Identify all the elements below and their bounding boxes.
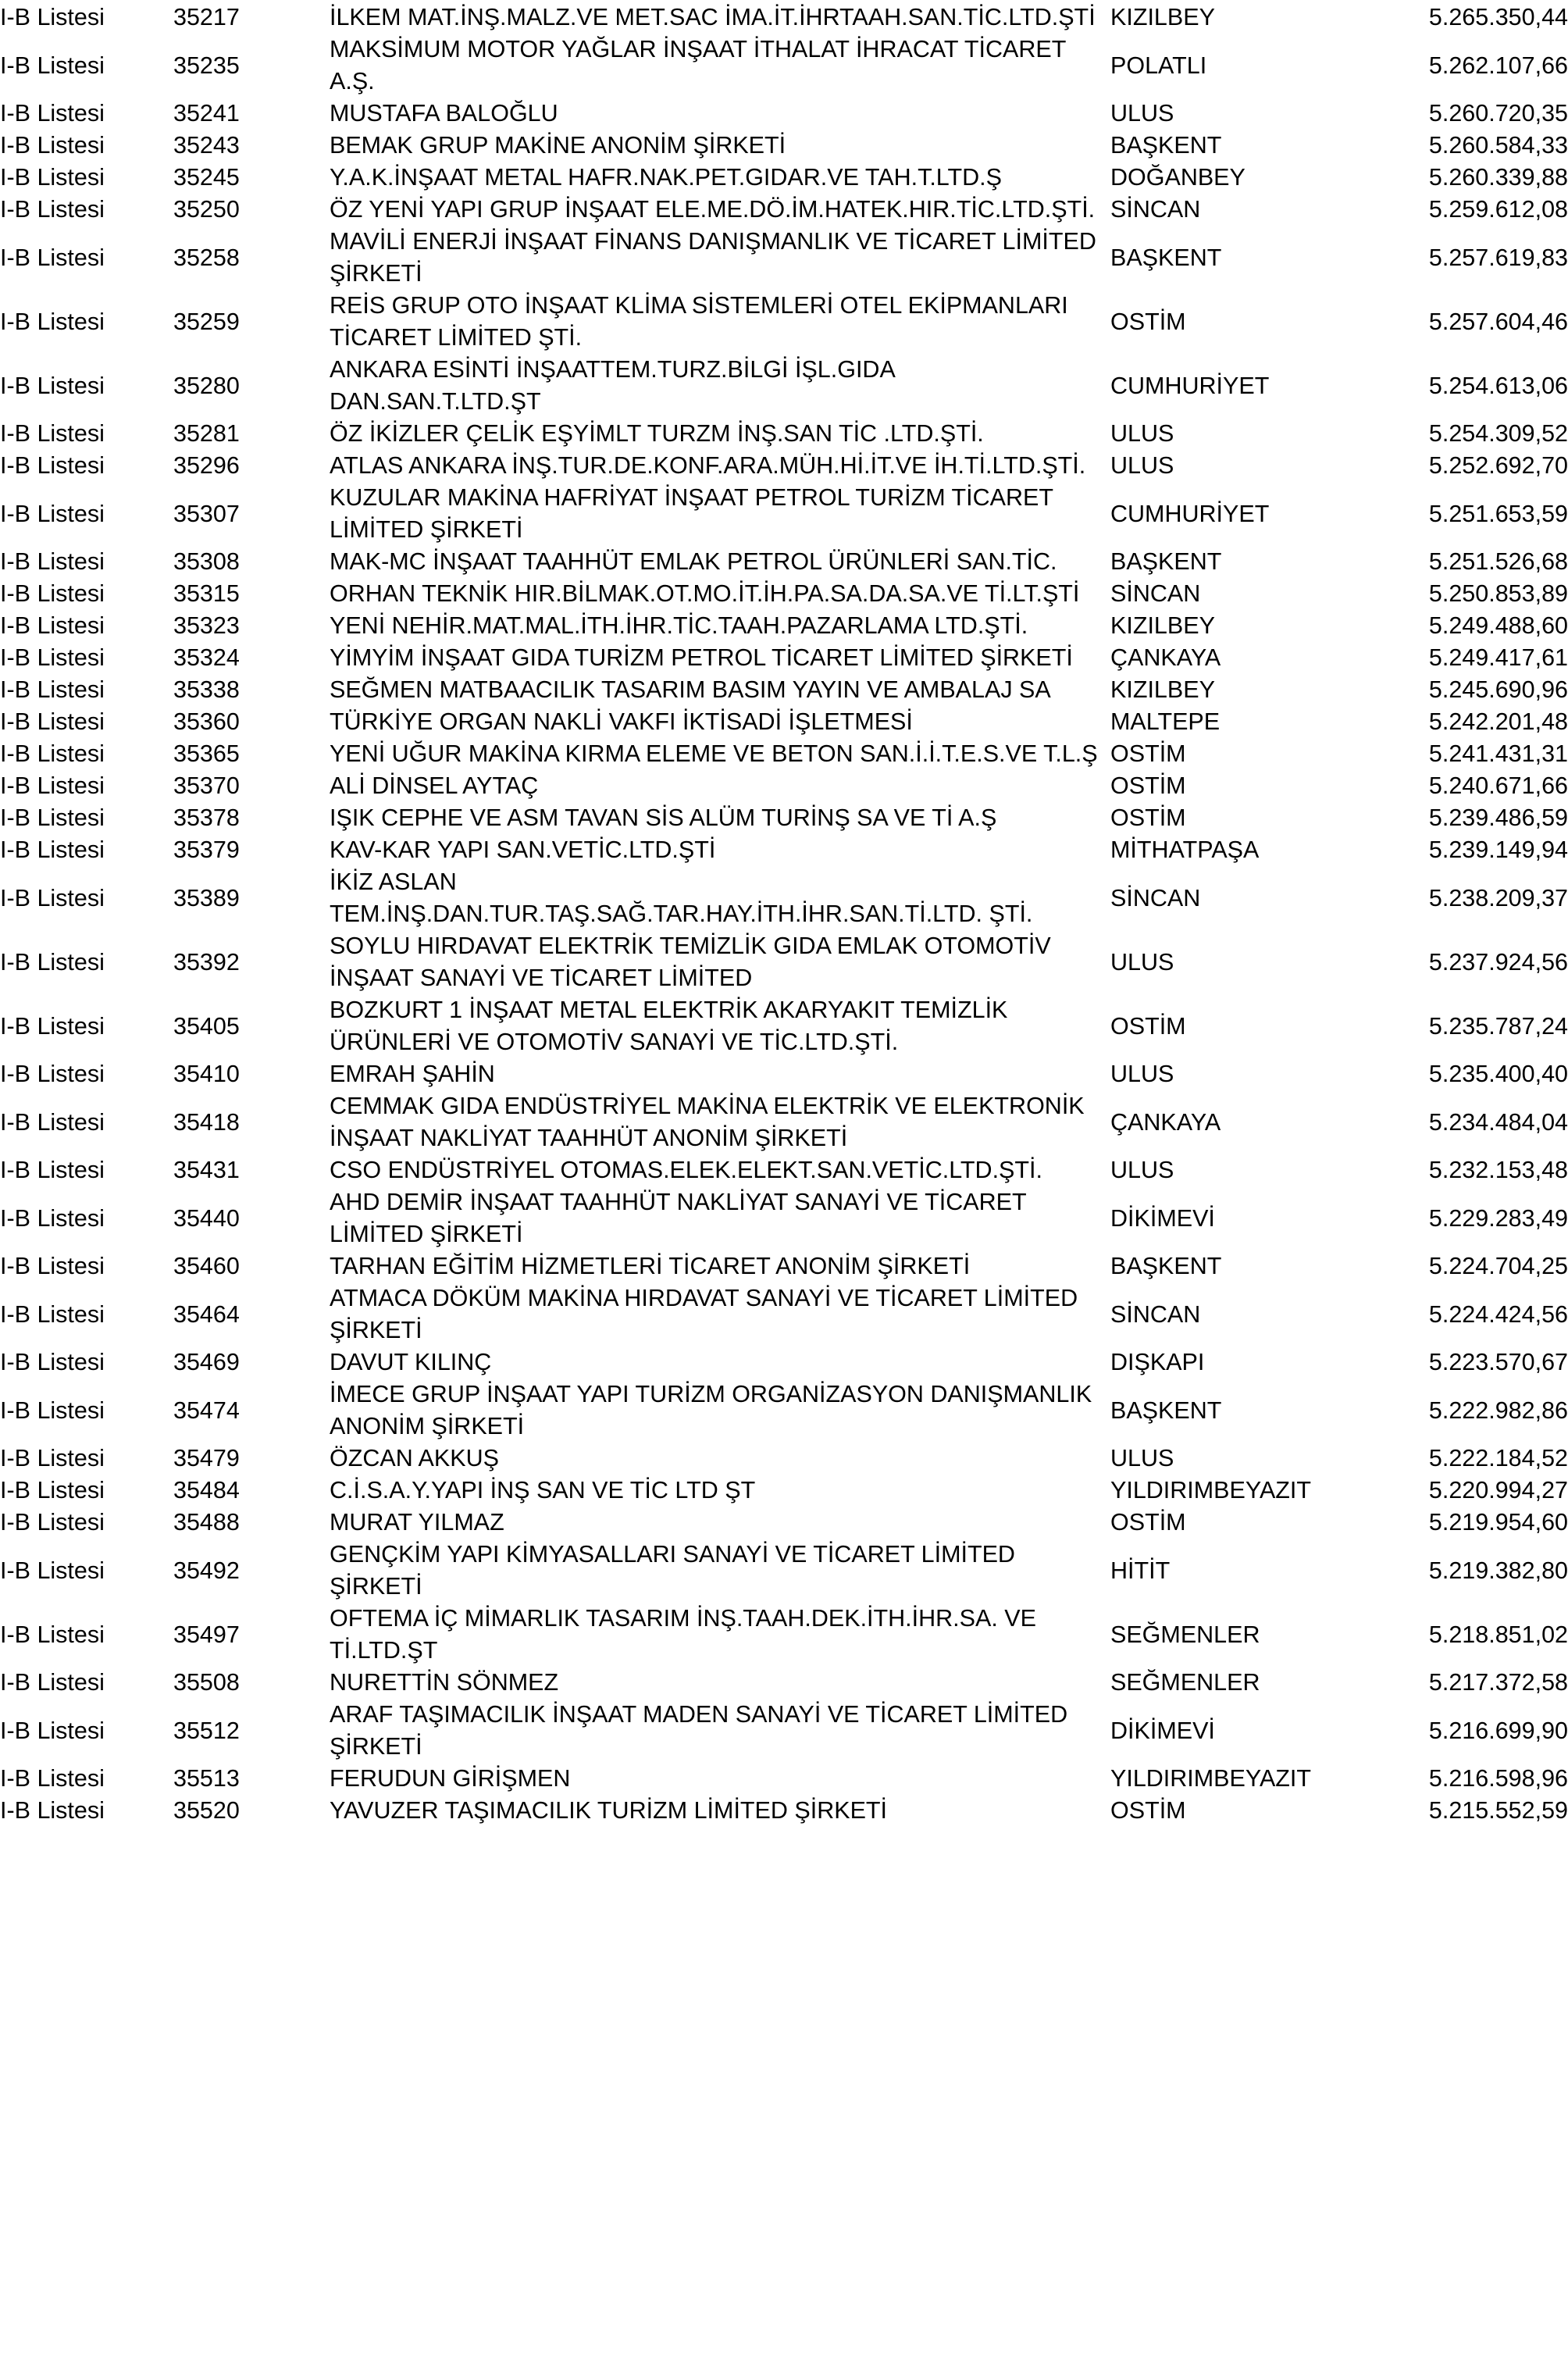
cell-debt-amount: 5.222.982,86 <box>1428 1396 1568 1424</box>
cell-list-type: I-B Listesi <box>0 1669 105 1696</box>
cell-taxpayer-name: MURAT YILMAZ <box>330 1509 504 1536</box>
cell-sequence-number: 35235 <box>173 52 240 79</box>
cell-debt-amount: 5.216.699,90 <box>1428 1717 1568 1744</box>
cell-debt-amount: 5.234.484,04 <box>1428 1108 1568 1136</box>
cell-list-type: I-B Listesi <box>0 1349 105 1375</box>
cell-list-type: I-B Listesi <box>0 948 105 976</box>
cell-tax-office: CUMHURİYET <box>1110 500 1270 527</box>
cell-taxpayer-name: İMECE GRUP İNŞAAT YAPI TURİZM ORGANİZASYON DANIŞMANLIK ANONİM ŞİRKETİ <box>330 1381 1092 1439</box>
cell-taxpayer-name: Y.A.K.İNŞAAT METAL HAFR.NAK.PET.GIDAR.VE TAH.T.LTD.Ş <box>330 164 1002 191</box>
cell-tax-office: ULUS <box>1110 948 1174 976</box>
table-row <box>0 130 1568 162</box>
table-row <box>0 866 1568 930</box>
cell-debt-amount: 5.222.184,52 <box>1428 1445 1568 1471</box>
cell-sequence-number: 35245 <box>173 164 240 191</box>
cell-tax-office: OSTİM <box>1110 308 1186 335</box>
cell-sequence-number: 35280 <box>173 372 240 399</box>
cell-taxpayer-name: ÖZ YENİ YAPI GRUP İNŞAAT ELE.ME.DÖ.İM.HATEK.HIR.TİC.LTD.ŞTİ. <box>330 196 1096 223</box>
cell-taxpayer-name: MAVİLİ ENERJİ İNŞAAT FİNANS DANIŞMANLIK VE TİCARET LİMİTED ŞİRKETİ <box>330 228 1096 287</box>
cell-tax-office: BAŞKENT <box>1110 132 1222 159</box>
cell-tax-office: SİNCAN <box>1110 884 1201 911</box>
cell-debt-amount: 5.262.107,66 <box>1428 52 1568 79</box>
cell-debt-amount: 5.260.339,88 <box>1428 164 1568 191</box>
cell-list-type: I-B Listesi <box>0 452 105 479</box>
cell-tax-office: SİNCAN <box>1110 196 1201 223</box>
cell-sequence-number: 35479 <box>173 1445 240 1471</box>
cell-tax-office: ULUS <box>1110 1061 1174 1087</box>
cell-tax-office: MALTEPE <box>1110 708 1221 735</box>
cell-list-type: I-B Listesi <box>0 1621 105 1648</box>
cell-taxpayer-name: CEMMAK GIDA ENDÜSTRİYEL MAKİNA ELEKTRİK VE ELEKTRONİK İNŞAAT NAKLİYAT TAAHHÜT ANONİM ŞİRKETİ <box>330 1093 1085 1151</box>
cell-list-type: I-B Listesi <box>0 772 105 799</box>
cell-list-type: I-B Listesi <box>0 132 105 159</box>
table-row <box>0 930 1568 994</box>
cell-taxpayer-name: ANKARA ESİNTİ İNŞAATTEM.TURZ.BİLGİ İŞL.GIDA DAN.SAN.T.LTD.ŞT <box>330 356 895 415</box>
cell-tax-office: MİTHATPAŞA <box>1110 836 1260 863</box>
cell-list-type: I-B Listesi <box>0 1765 105 1792</box>
cell-sequence-number: 35512 <box>173 1717 240 1744</box>
cell-list-type: I-B Listesi <box>0 1797 105 1824</box>
cell-debt-amount: 5.240.671,66 <box>1428 772 1568 799</box>
cell-debt-amount: 5.254.613,06 <box>1428 372 1568 399</box>
cell-sequence-number: 35431 <box>173 1157 240 1183</box>
cell-list-type: I-B Listesi <box>0 740 105 767</box>
table-row <box>0 738 1568 770</box>
cell-sequence-number: 35418 <box>173 1108 240 1136</box>
table-row <box>0 1539 1568 1603</box>
cell-taxpayer-name: ORHAN TEKNİK HIR.BİLMAK.OT.MO.İT.İH.PA.SA.DA.SA.VE Tİ.LT.ŞTİ <box>330 580 1080 607</box>
cell-sequence-number: 35379 <box>173 836 240 863</box>
cell-list-type: I-B Listesi <box>0 612 105 639</box>
cell-sequence-number: 35440 <box>173 1204 240 1232</box>
cell-sequence-number: 35281 <box>173 420 240 447</box>
cell-debt-amount: 5.251.526,68 <box>1428 548 1568 575</box>
table-row <box>0 1058 1568 1090</box>
cell-tax-office: YILDIRIMBEYAZIT <box>1110 1765 1312 1792</box>
cell-taxpayer-name: FERUDUN GİRİŞMEN <box>330 1765 571 1792</box>
table-row <box>0 642 1568 674</box>
cell-list-type: I-B Listesi <box>0 164 105 191</box>
cell-list-type: I-B Listesi <box>0 884 105 911</box>
cell-taxpayer-name: ATMACA DÖKÜM MAKİNA HIRDAVAT SANAYİ VE TİCARET LİMİTED ŞİRKETİ <box>330 1285 1078 1343</box>
cell-tax-office: SİNCAN <box>1110 580 1201 607</box>
cell-debt-amount: 5.218.851,02 <box>1428 1621 1568 1648</box>
table-row <box>0 1507 1568 1539</box>
cell-tax-office: DOĞANBEY <box>1110 164 1245 191</box>
cell-tax-office: OSTİM <box>1110 1012 1186 1040</box>
cell-tax-office: OSTİM <box>1110 1797 1186 1824</box>
table-row <box>0 226 1568 290</box>
cell-taxpayer-name: ARAF TAŞIMACILIK İNŞAAT MADEN SANAYİ VE TİCARET LİMİTED ŞİRKETİ <box>330 1701 1068 1760</box>
cell-debt-amount: 5.223.570,67 <box>1428 1349 1568 1375</box>
cell-sequence-number: 35464 <box>173 1300 240 1328</box>
cell-tax-office: ÇANKAYA <box>1110 1108 1221 1136</box>
cell-debt-amount: 5.219.382,80 <box>1428 1557 1568 1584</box>
cell-debt-amount: 5.241.431,31 <box>1428 740 1568 767</box>
table-row <box>0 1763 1568 1795</box>
table-row <box>0 354 1568 418</box>
cell-list-type: I-B Listesi <box>0 580 105 607</box>
cell-list-type: I-B Listesi <box>0 836 105 863</box>
cell-tax-office: POLATLI <box>1110 52 1207 79</box>
cell-taxpayer-name: ÖZCAN AKKUŞ <box>330 1445 499 1471</box>
cell-tax-office: YILDIRIMBEYAZIT <box>1110 1477 1312 1503</box>
cell-sequence-number: 35508 <box>173 1669 240 1696</box>
cell-tax-office: ÇANKAYA <box>1110 644 1221 671</box>
cell-sequence-number: 35308 <box>173 548 240 575</box>
cell-tax-office: CUMHURİYET <box>1110 372 1270 399</box>
table-row <box>0 1186 1568 1250</box>
cell-sequence-number: 35410 <box>173 1061 240 1087</box>
cell-taxpayer-name: C.İ.S.A.Y.YAPI İNŞ SAN VE TİC LTD ŞT <box>330 1477 756 1503</box>
cell-debt-amount: 5.257.619,83 <box>1428 244 1568 271</box>
cell-taxpayer-name: DAVUT KILINÇ <box>330 1349 492 1375</box>
cell-sequence-number: 35405 <box>173 1012 240 1040</box>
cell-sequence-number: 35365 <box>173 740 240 767</box>
cell-sequence-number: 35296 <box>173 452 240 479</box>
cell-taxpayer-name: NURETTİN SÖNMEZ <box>330 1669 559 1696</box>
cell-tax-office: OSTİM <box>1110 772 1186 799</box>
cell-list-type: I-B Listesi <box>0 52 105 79</box>
cell-tax-office: BAŞKENT <box>1110 244 1222 271</box>
table-row <box>0 450 1568 482</box>
cell-sequence-number: 35338 <box>173 676 240 703</box>
cell-list-type: I-B Listesi <box>0 1204 105 1232</box>
cell-sequence-number: 35243 <box>173 132 240 159</box>
cell-sequence-number: 35392 <box>173 948 240 976</box>
cell-list-type: I-B Listesi <box>0 1157 105 1183</box>
cell-list-type: I-B Listesi <box>0 308 105 335</box>
cell-tax-office: DİKİMEVİ <box>1110 1717 1215 1744</box>
tax-debtor-table <box>0 2 1568 1827</box>
cell-tax-office: SEĞMENLER <box>1110 1669 1260 1696</box>
cell-taxpayer-name: YENİ NEHİR.MAT.MAL.İTH.İHR.TİC.TAAH.PAZARLAMA LTD.ŞTİ. <box>330 612 1028 639</box>
cell-debt-amount: 5.239.486,59 <box>1428 804 1568 831</box>
table-row <box>0 194 1568 226</box>
cell-tax-office: ULUS <box>1110 452 1174 479</box>
table-row <box>0 546 1568 578</box>
cell-list-type: I-B Listesi <box>0 644 105 671</box>
cell-debt-amount: 5.239.149,94 <box>1428 836 1568 863</box>
cell-list-type: I-B Listesi <box>0 372 105 399</box>
table-row <box>0 1475 1568 1507</box>
cell-debt-amount: 5.250.853,89 <box>1428 580 1568 607</box>
table-row <box>0 706 1568 738</box>
cell-sequence-number: 35360 <box>173 708 240 735</box>
cell-taxpayer-name: IŞIK CEPHE VE ASM TAVAN SİS ALÜM TURİNŞ SA VE Tİ A.Ş <box>330 804 997 831</box>
table-row <box>0 1699 1568 1763</box>
cell-debt-amount: 5.217.372,58 <box>1428 1669 1568 1696</box>
table-row <box>0 834 1568 866</box>
table-row <box>0 610 1568 642</box>
cell-tax-office: KIZILBEY <box>1110 4 1215 30</box>
cell-taxpayer-name: MAKSİMUM MOTOR YAĞLAR İNŞAAT İTHALAT İHRACAT TİCARET A.Ş. <box>330 36 1066 95</box>
cell-sequence-number: 35370 <box>173 772 240 799</box>
cell-debt-amount: 5.219.954,60 <box>1428 1509 1568 1536</box>
cell-sequence-number: 35469 <box>173 1349 240 1375</box>
cell-taxpayer-name: YİMYİM İNŞAAT GIDA TURİZM PETROL TİCARET LİMİTED ŞİRKETİ <box>330 644 1073 671</box>
table-row <box>0 578 1568 610</box>
cell-sequence-number: 35241 <box>173 100 240 127</box>
cell-tax-office: DİKİMEVİ <box>1110 1204 1215 1232</box>
cell-sequence-number: 35258 <box>173 244 240 271</box>
cell-taxpayer-name: GENÇKİM YAPI KİMYASALLARI SANAYİ VE TİCARET LİMİTED ŞİRKETİ <box>330 1541 1015 1600</box>
cell-list-type: I-B Listesi <box>0 676 105 703</box>
table-row <box>0 290 1568 354</box>
cell-tax-office: OSTİM <box>1110 740 1186 767</box>
cell-debt-amount: 5.237.924,56 <box>1428 948 1568 976</box>
table-row <box>0 1282 1568 1347</box>
cell-tax-office: OSTİM <box>1110 804 1186 831</box>
table-row <box>0 162 1568 194</box>
cell-list-type: I-B Listesi <box>0 708 105 735</box>
cell-taxpayer-name: TARHAN EĞİTİM HİZMETLERİ TİCARET ANONİM ŞİRKETİ <box>330 1253 971 1279</box>
cell-tax-office: ULUS <box>1110 100 1174 127</box>
cell-tax-office: KIZILBEY <box>1110 612 1215 639</box>
cell-tax-office: SEĞMENLER <box>1110 1621 1260 1648</box>
cell-taxpayer-name: TÜRKİYE ORGAN NAKLİ VAKFI İKTİSADİ İŞLETMESİ <box>330 708 913 735</box>
cell-sequence-number: 35484 <box>173 1477 240 1503</box>
cell-debt-amount: 5.235.400,40 <box>1428 1061 1568 1087</box>
cell-list-type: I-B Listesi <box>0 1012 105 1040</box>
cell-taxpayer-name: YAVUZER TAŞIMACILIK TURİZM LİMİTED ŞİRKETİ <box>330 1797 888 1824</box>
table-row <box>0 2 1568 34</box>
cell-list-type: I-B Listesi <box>0 548 105 575</box>
cell-taxpayer-name: ATLAS ANKARA İNŞ.TUR.DE.KONF.ARA.MÜH.Hİ.İT.VE İH.Tİ.LTD.ŞTİ. <box>330 452 1086 479</box>
cell-sequence-number: 35513 <box>173 1765 240 1792</box>
cell-sequence-number: 35378 <box>173 804 240 831</box>
cell-taxpayer-name: OFTEMA İÇ MİMARLIK TASARIM İNŞ.TAAH.DEK.İTH.İHR.SA. VE Tİ.LTD.ŞT <box>330 1605 1036 1664</box>
table-row <box>0 1443 1568 1475</box>
cell-sequence-number: 35492 <box>173 1557 240 1584</box>
cell-list-type: I-B Listesi <box>0 244 105 271</box>
cell-taxpayer-name: ALİ DİNSEL AYTAÇ <box>330 772 539 799</box>
cell-list-type: I-B Listesi <box>0 420 105 447</box>
cell-debt-amount: 5.265.350,44 <box>1428 4 1568 30</box>
table-row <box>0 1667 1568 1699</box>
cell-taxpayer-name: BOZKURT 1 İNŞAAT METAL ELEKTRİK AKARYAKIT TEMİZLİK ÜRÜNLERİ VE OTOMOTİV SANAYİ VE TİC.LTD.ŞTİ. <box>330 997 1008 1055</box>
cell-tax-office: ULUS <box>1110 420 1174 447</box>
table-row <box>0 1090 1568 1154</box>
cell-taxpayer-name: ÖZ İKİZLER ÇELİK EŞYİMLT TURZM İNŞ.SAN TİC .LTD.ŞTİ. <box>330 420 984 447</box>
cell-sequence-number: 35389 <box>173 884 240 911</box>
cell-sequence-number: 35497 <box>173 1621 240 1648</box>
table-row <box>0 1379 1568 1443</box>
cell-sequence-number: 35307 <box>173 500 240 527</box>
cell-list-type: I-B Listesi <box>0 1061 105 1087</box>
cell-debt-amount: 5.249.417,61 <box>1428 644 1568 671</box>
cell-tax-office: ULUS <box>1110 1445 1174 1471</box>
cell-sequence-number: 35324 <box>173 644 240 671</box>
cell-list-type: I-B Listesi <box>0 1717 105 1744</box>
cell-debt-amount: 5.245.690,96 <box>1428 676 1568 703</box>
cell-taxpayer-name: SOYLU HIRDAVAT ELEKTRİK TEMİZLİK GIDA EMLAK OTOMOTİV İNŞAAT SANAYİ VE TİCARET LİMİTED <box>330 933 1051 991</box>
cell-taxpayer-name: SEĞMEN MATBAACILIK TASARIM BASIM YAYIN VE AMBALAJ SA <box>330 676 1051 703</box>
cell-list-type: I-B Listesi <box>0 196 105 223</box>
table-row <box>0 994 1568 1058</box>
cell-tax-office: BAŞKENT <box>1110 1253 1222 1279</box>
cell-debt-amount: 5.216.598,96 <box>1428 1765 1568 1792</box>
table-row <box>0 418 1568 450</box>
cell-taxpayer-name: KUZULAR MAKİNA HAFRİYAT İNŞAAT PETROL TURİZM TİCARET LİMİTED ŞİRKETİ <box>330 484 1053 543</box>
cell-sequence-number: 35520 <box>173 1797 240 1824</box>
cell-sequence-number: 35259 <box>173 308 240 335</box>
cell-tax-office: HİTİT <box>1110 1557 1171 1584</box>
cell-tax-office: BAŞKENT <box>1110 548 1222 575</box>
cell-list-type: I-B Listesi <box>0 1445 105 1471</box>
cell-taxpayer-name: BEMAK GRUP MAKİNE ANONİM ŞİRKETİ <box>330 132 786 159</box>
cell-debt-amount: 5.257.604,46 <box>1428 308 1568 335</box>
table-row <box>0 1603 1568 1667</box>
table-row <box>0 1250 1568 1282</box>
cell-list-type: I-B Listesi <box>0 4 105 30</box>
table-row <box>0 34 1568 98</box>
cell-debt-amount: 5.220.994,27 <box>1428 1477 1568 1503</box>
table-row <box>0 674 1568 706</box>
cell-sequence-number: 35250 <box>173 196 240 223</box>
table-row <box>0 1347 1568 1379</box>
cell-list-type: I-B Listesi <box>0 1557 105 1584</box>
table-row <box>0 1795 1568 1827</box>
cell-list-type: I-B Listesi <box>0 100 105 127</box>
cell-sequence-number: 35217 <box>173 4 240 30</box>
cell-debt-amount: 5.215.552,59 <box>1428 1797 1568 1824</box>
table-row <box>0 482 1568 546</box>
table-row <box>0 1154 1568 1186</box>
table-row <box>0 802 1568 834</box>
cell-debt-amount: 5.251.653,59 <box>1428 500 1568 527</box>
cell-taxpayer-name: AHD DEMİR İNŞAAT TAAHHÜT NAKLİYAT SANAYİ VE TİCARET LİMİTED ŞİRKETİ <box>330 1189 1027 1247</box>
cell-taxpayer-name: CSO ENDÜSTRİYEL OTOMAS.ELEK.ELEKT.SAN.VETİC.LTD.ŞTİ. <box>330 1157 1042 1183</box>
cell-sequence-number: 35488 <box>173 1509 240 1536</box>
table-row <box>0 98 1568 130</box>
cell-debt-amount: 5.238.209,37 <box>1428 884 1568 911</box>
cell-taxpayer-name: İKİZ ASLAN TEM.İNŞ.DAN.TUR.TAŞ.SAĞ.TAR.HAY.İTH.İHR.SAN.Tİ.LTD. ŞTİ. <box>330 869 1033 927</box>
cell-list-type: I-B Listesi <box>0 1253 105 1279</box>
cell-sequence-number: 35323 <box>173 612 240 639</box>
cell-list-type: I-B Listesi <box>0 1300 105 1328</box>
cell-debt-amount: 5.224.704,25 <box>1428 1253 1568 1279</box>
cell-debt-amount: 5.232.153,48 <box>1428 1157 1568 1183</box>
cell-debt-amount: 5.224.424,56 <box>1428 1300 1568 1328</box>
cell-sequence-number: 35315 <box>173 580 240 607</box>
table-row <box>0 770 1568 802</box>
cell-taxpayer-name: MAK-MC İNŞAAT TAAHHÜT EMLAK PETROL ÜRÜNLERİ SAN.TİC. <box>330 548 1057 575</box>
cell-list-type: I-B Listesi <box>0 500 105 527</box>
cell-debt-amount: 5.249.488,60 <box>1428 612 1568 639</box>
cell-list-type: I-B Listesi <box>0 1108 105 1136</box>
cell-taxpayer-name: İLKEM MAT.İNŞ.MALZ.VE MET.SAC İMA.İT.İHRTAAH.SAN.TİC.LTD.ŞTİ <box>330 4 1096 30</box>
cell-tax-office: KIZILBEY <box>1110 676 1215 703</box>
cell-list-type: I-B Listesi <box>0 1509 105 1536</box>
cell-taxpayer-name: KAV-KAR YAPI SAN.VETİC.LTD.ŞTİ <box>330 836 716 863</box>
cell-sequence-number: 35460 <box>173 1253 240 1279</box>
cell-taxpayer-name: EMRAH ŞAHİN <box>330 1061 495 1087</box>
cell-taxpayer-name: REİS GRUP OTO İNŞAAT KLİMA SİSTEMLERİ OTEL EKİPMANLARI TİCARET LİMİTED ŞTİ. <box>330 292 1068 351</box>
cell-tax-office: ULUS <box>1110 1157 1174 1183</box>
cell-debt-amount: 5.242.201,48 <box>1428 708 1568 735</box>
cell-tax-office: BAŞKENT <box>1110 1396 1222 1424</box>
cell-debt-amount: 5.260.720,35 <box>1428 100 1568 127</box>
cell-list-type: I-B Listesi <box>0 804 105 831</box>
cell-tax-office: DIŞKAPI <box>1110 1349 1205 1375</box>
cell-list-type: I-B Listesi <box>0 1477 105 1503</box>
cell-debt-amount: 5.235.787,24 <box>1428 1012 1568 1040</box>
cell-taxpayer-name: MUSTAFA BALOĞLU <box>330 100 558 127</box>
cell-list-type: I-B Listesi <box>0 1396 105 1424</box>
cell-tax-office: OSTİM <box>1110 1509 1186 1536</box>
cell-sequence-number: 35474 <box>173 1396 240 1424</box>
table-body <box>0 2 1568 1827</box>
cell-debt-amount: 5.254.309,52 <box>1428 420 1568 447</box>
cell-debt-amount: 5.260.584,33 <box>1428 132 1568 159</box>
cell-debt-amount: 5.259.612,08 <box>1428 196 1568 223</box>
cell-debt-amount: 5.229.283,49 <box>1428 1204 1568 1232</box>
cell-taxpayer-name: YENİ UĞUR MAKİNA KIRMA ELEME VE BETON SAN.İ.İ.T.E.S.VE T.L.Ş <box>330 740 1098 767</box>
cell-debt-amount: 5.252.692,70 <box>1428 452 1568 479</box>
cell-tax-office: SİNCAN <box>1110 1300 1201 1328</box>
